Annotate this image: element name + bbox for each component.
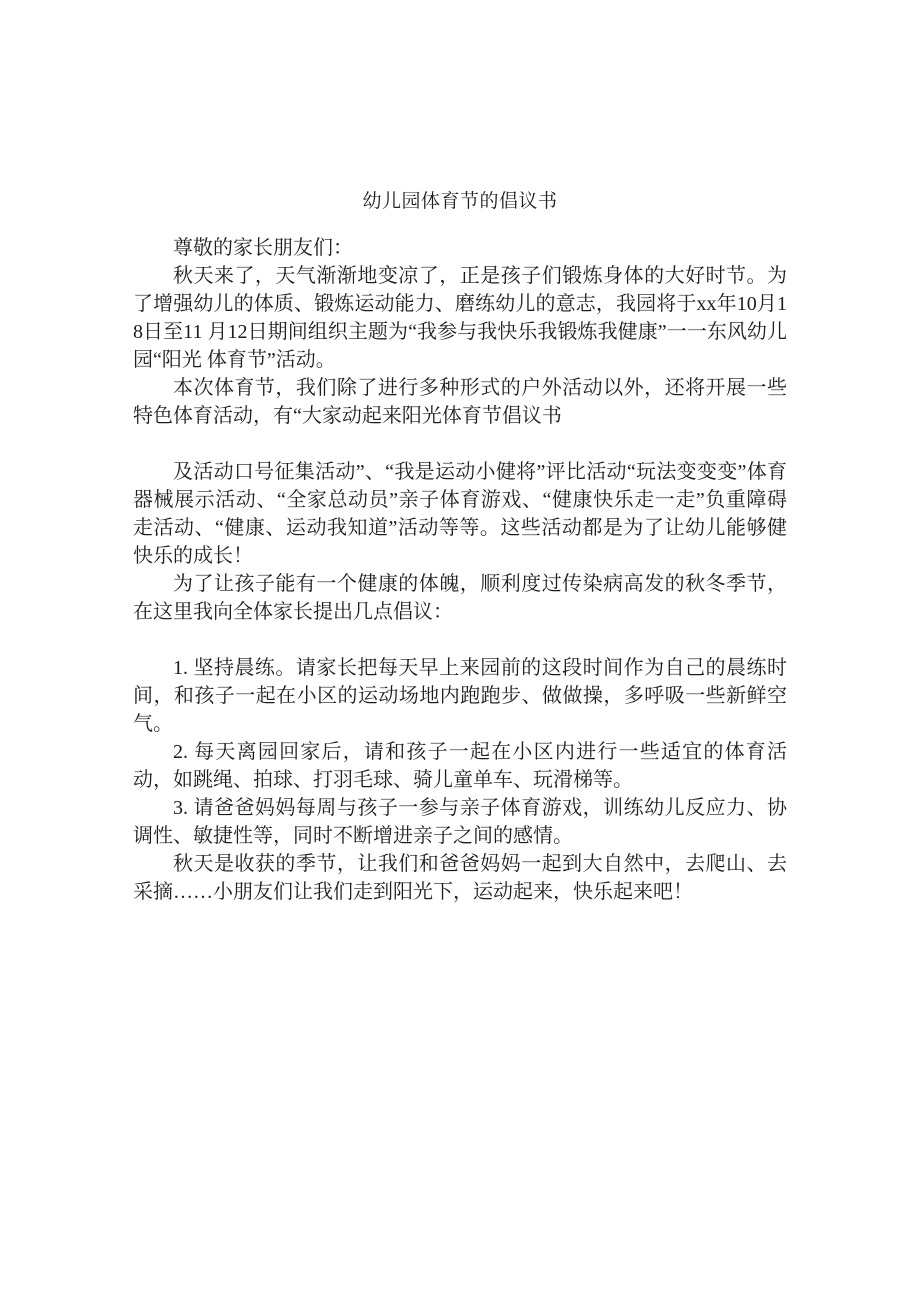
paragraph-salutation: 尊敬的家长朋友们： <box>173 237 353 259</box>
paragraph-closing: 秋天是收获的季节，让我们和爸爸妈妈一起到大自然中，去爬山、去采摘……小朋友们让我们走到阳光下，运动起来，快乐起来吧！ <box>133 853 787 903</box>
paragraph-proposal-item-3: 3. 请爸爸妈妈每周与孩子一参与亲子体育游戏，训练幼儿反应力、协调性、敏捷性等，同时不断增进亲子之间的感情。 <box>133 797 787 847</box>
paragraph-festival-activities-1: 本次体育节，我们除了进行多种形式的户外活动以外，还将开展一些特色体育活动，有“大家动起来阳光体育节倡议书 <box>133 377 787 427</box>
blank-line <box>133 430 787 458</box>
paragraph-proposal-lead-in: 为了让孩子能有一个健康的体魄，顺利度过传染病高发的秋冬季节，在这里我向全体家长提出几点倡议： <box>133 573 787 623</box>
blank-line <box>133 626 787 654</box>
paragraph-proposal-item-2: 2. 每天离园回家后，请和孩子一起在小区内进行一些适宜的体育活动，如跳绳、拍球、打羽毛球、骑儿童单车、玩滑梯等。 <box>133 741 787 791</box>
document-title: 幼儿园体育节的倡议书 <box>362 191 558 212</box>
paragraph-intro: 秋天来了，天气渐渐地变凉了，正是孩子们锻炼身体的大好时节。为了增强幼儿的体质、锻炼运动能力、磨练幼儿的意志，我园将于xx年10月18日至11 月12日期间组织主题为“我参与我快乐我锻炼我健康”一一东风幼儿园“阳光 体育节”活动。 <box>133 265 787 371</box>
paragraph-proposal-item-1: 1. 坚持晨练。请家长把每天早上来园前的这段时间作为自己的晨练时间，和孩子一起在小区的运动场地内跑跑步、做做操，多呼吸一些新鲜空气。 <box>133 657 787 735</box>
document-body <box>133 191 787 906</box>
paragraph-festival-activities-2: 及活动口号征集活动”、“我是运动小健将”评比活动“玩法变变变”体育器械展示活动、“全家总动员”亲子体育游戏、“健康快乐走一走”负重障碍走活动、“健康、运动我知道”活动等等。这些活动都是为了让幼儿能够健快乐的成长！ <box>133 461 787 567</box>
